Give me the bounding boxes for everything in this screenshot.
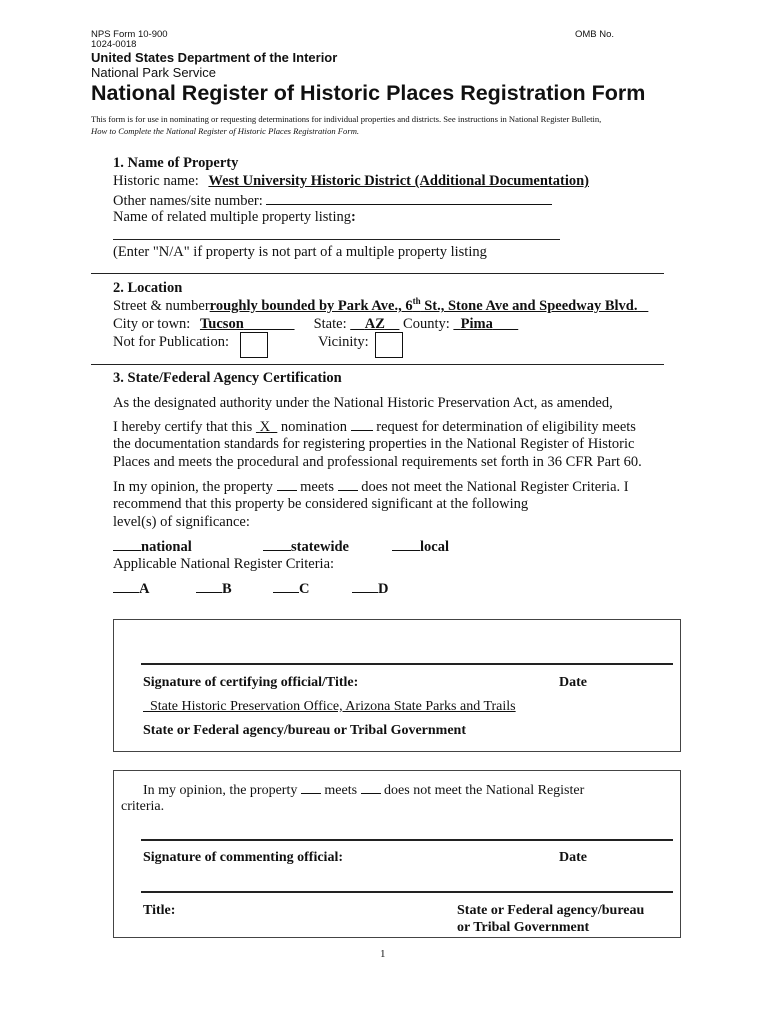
level-statewide[interactable]: statewide [263, 537, 349, 556]
certifying-signature-label: Signature of certifying official/Title: [143, 675, 359, 690]
title-label: Title: [143, 903, 176, 918]
vicinity-checkbox[interactable] [375, 332, 403, 358]
nomination-mark[interactable]: X [259, 419, 271, 435]
county-value[interactable]: Pima [460, 316, 493, 332]
other-names-field[interactable] [266, 190, 552, 205]
certify-line-1: I hereby certify that this X nomination request for determination of eligibility meets [113, 419, 636, 435]
opinion-line-1: In my opinion, the property meets does not meet the National Register Criteria. I [113, 479, 629, 495]
related-listing-colon: : [350, 209, 356, 225]
vicinity-label: Vicinity: [318, 334, 369, 350]
agency-label: State or Federal agency/bureau or Tribal Government [143, 723, 467, 738]
other-names-row [113, 190, 552, 210]
instructions-line-2: How to Complete the National Register of Historic Places Registration Form. [91, 126, 360, 136]
certify-line-3: Places and meets the procedural and professional requirements set forth in 36 CFR Part 60. [113, 454, 642, 470]
instructions-line-1: This form is for use in nominating or requesting determinations for individual properties and districts. See instructions in National Register Bulletin, [91, 114, 602, 124]
section-3-heading: 3. State/Federal Agency Certification [113, 370, 342, 386]
commenting-signature-line[interactable] [141, 839, 673, 841]
section-divider-1 [91, 273, 664, 274]
comment-meets-blank[interactable] [301, 780, 321, 794]
state-value[interactable]: AZ [364, 316, 385, 332]
comment-opinion-line-1: In my opinion, the property meets does not meet the National Register [143, 780, 584, 800]
related-listing-label: Name of related multiple property listing [113, 209, 351, 225]
historic-name-row [113, 172, 589, 190]
criteria-label: Applicable National Register Criteria: [113, 556, 335, 572]
does-not-meet-blank[interactable] [338, 477, 358, 491]
level-local[interactable]: local [392, 537, 449, 556]
related-listing-row [113, 208, 356, 226]
certify-line-2: the documentation standards for registering properties in the National Register of Historic [113, 436, 635, 452]
comment-opinion-line-2: criteria. [121, 799, 165, 814]
service-name: National Park Service [91, 65, 216, 80]
street-label: Street & number [113, 298, 210, 314]
street-value[interactable]: roughly bounded by Park Ave., 6th St., Stone Ave and Speedway Blvd. [209, 296, 638, 314]
agency-value[interactable]: State Historic Preservation Office, Arizona State Parks and Trails [150, 699, 516, 714]
street-row [113, 297, 648, 315]
authority-text: As the designated authority under the National Historic Preservation Act, as amended, [113, 395, 613, 411]
historic-name-label: Historic name: [113, 173, 199, 189]
date-label-1: Date [559, 675, 587, 690]
city-label: City or town: [113, 316, 191, 332]
section-1-heading: 1. Name of Property [113, 155, 239, 171]
criteria-b[interactable]: B [196, 579, 232, 598]
opinion-line-3: level(s) of significance: [113, 514, 250, 530]
agency-label-2-line-1: State or Federal agency/bureau [457, 903, 645, 918]
criteria-a[interactable]: A [113, 579, 149, 598]
city-value[interactable]: Tucson [199, 316, 244, 332]
page-number: 1 [380, 948, 386, 960]
section-2-heading: 2. Location [113, 280, 183, 296]
county-label: County: [403, 316, 450, 332]
commenting-signature-label: Signature of commenting official: [143, 850, 343, 865]
criteria-d[interactable]: D [352, 579, 388, 598]
certifying-signature-line[interactable] [141, 663, 673, 665]
city-row [113, 315, 518, 333]
department-name: United States Department of the Interior [91, 50, 338, 65]
state-label: State: [313, 316, 347, 332]
agency-label-2-line-2: or Tribal Government [457, 920, 590, 935]
not-for-publication-checkbox[interactable] [240, 332, 268, 358]
other-names-label: Other names/site number: [113, 193, 263, 209]
not-for-publication-label: Not for Publication: [113, 334, 229, 350]
form-number: NPS Form 10-900 [91, 29, 168, 40]
historic-name-value[interactable]: West University Historic District (Additional Documentation) [208, 173, 589, 189]
omb-number: 1024-0018 [91, 39, 137, 50]
criteria-c[interactable]: C [273, 579, 309, 598]
request-blank[interactable] [351, 417, 373, 431]
enter-na-note: (Enter "N/A" if property is not part of a multiple property listing [113, 244, 487, 260]
related-listing-field[interactable] [113, 239, 560, 240]
level-national[interactable]: national [113, 537, 192, 556]
omb-label: OMB No. [575, 29, 615, 40]
opinion-line-2: recommend that this property be considered significant at the following [113, 496, 529, 512]
title-line[interactable] [141, 891, 673, 893]
meets-blank[interactable] [277, 477, 297, 491]
comment-does-not-meet-blank[interactable] [361, 780, 381, 794]
date-label-2: Date [559, 850, 587, 865]
form-title: National Register of Historic Places Registration Form [91, 81, 646, 105]
section-divider-2 [91, 364, 664, 365]
